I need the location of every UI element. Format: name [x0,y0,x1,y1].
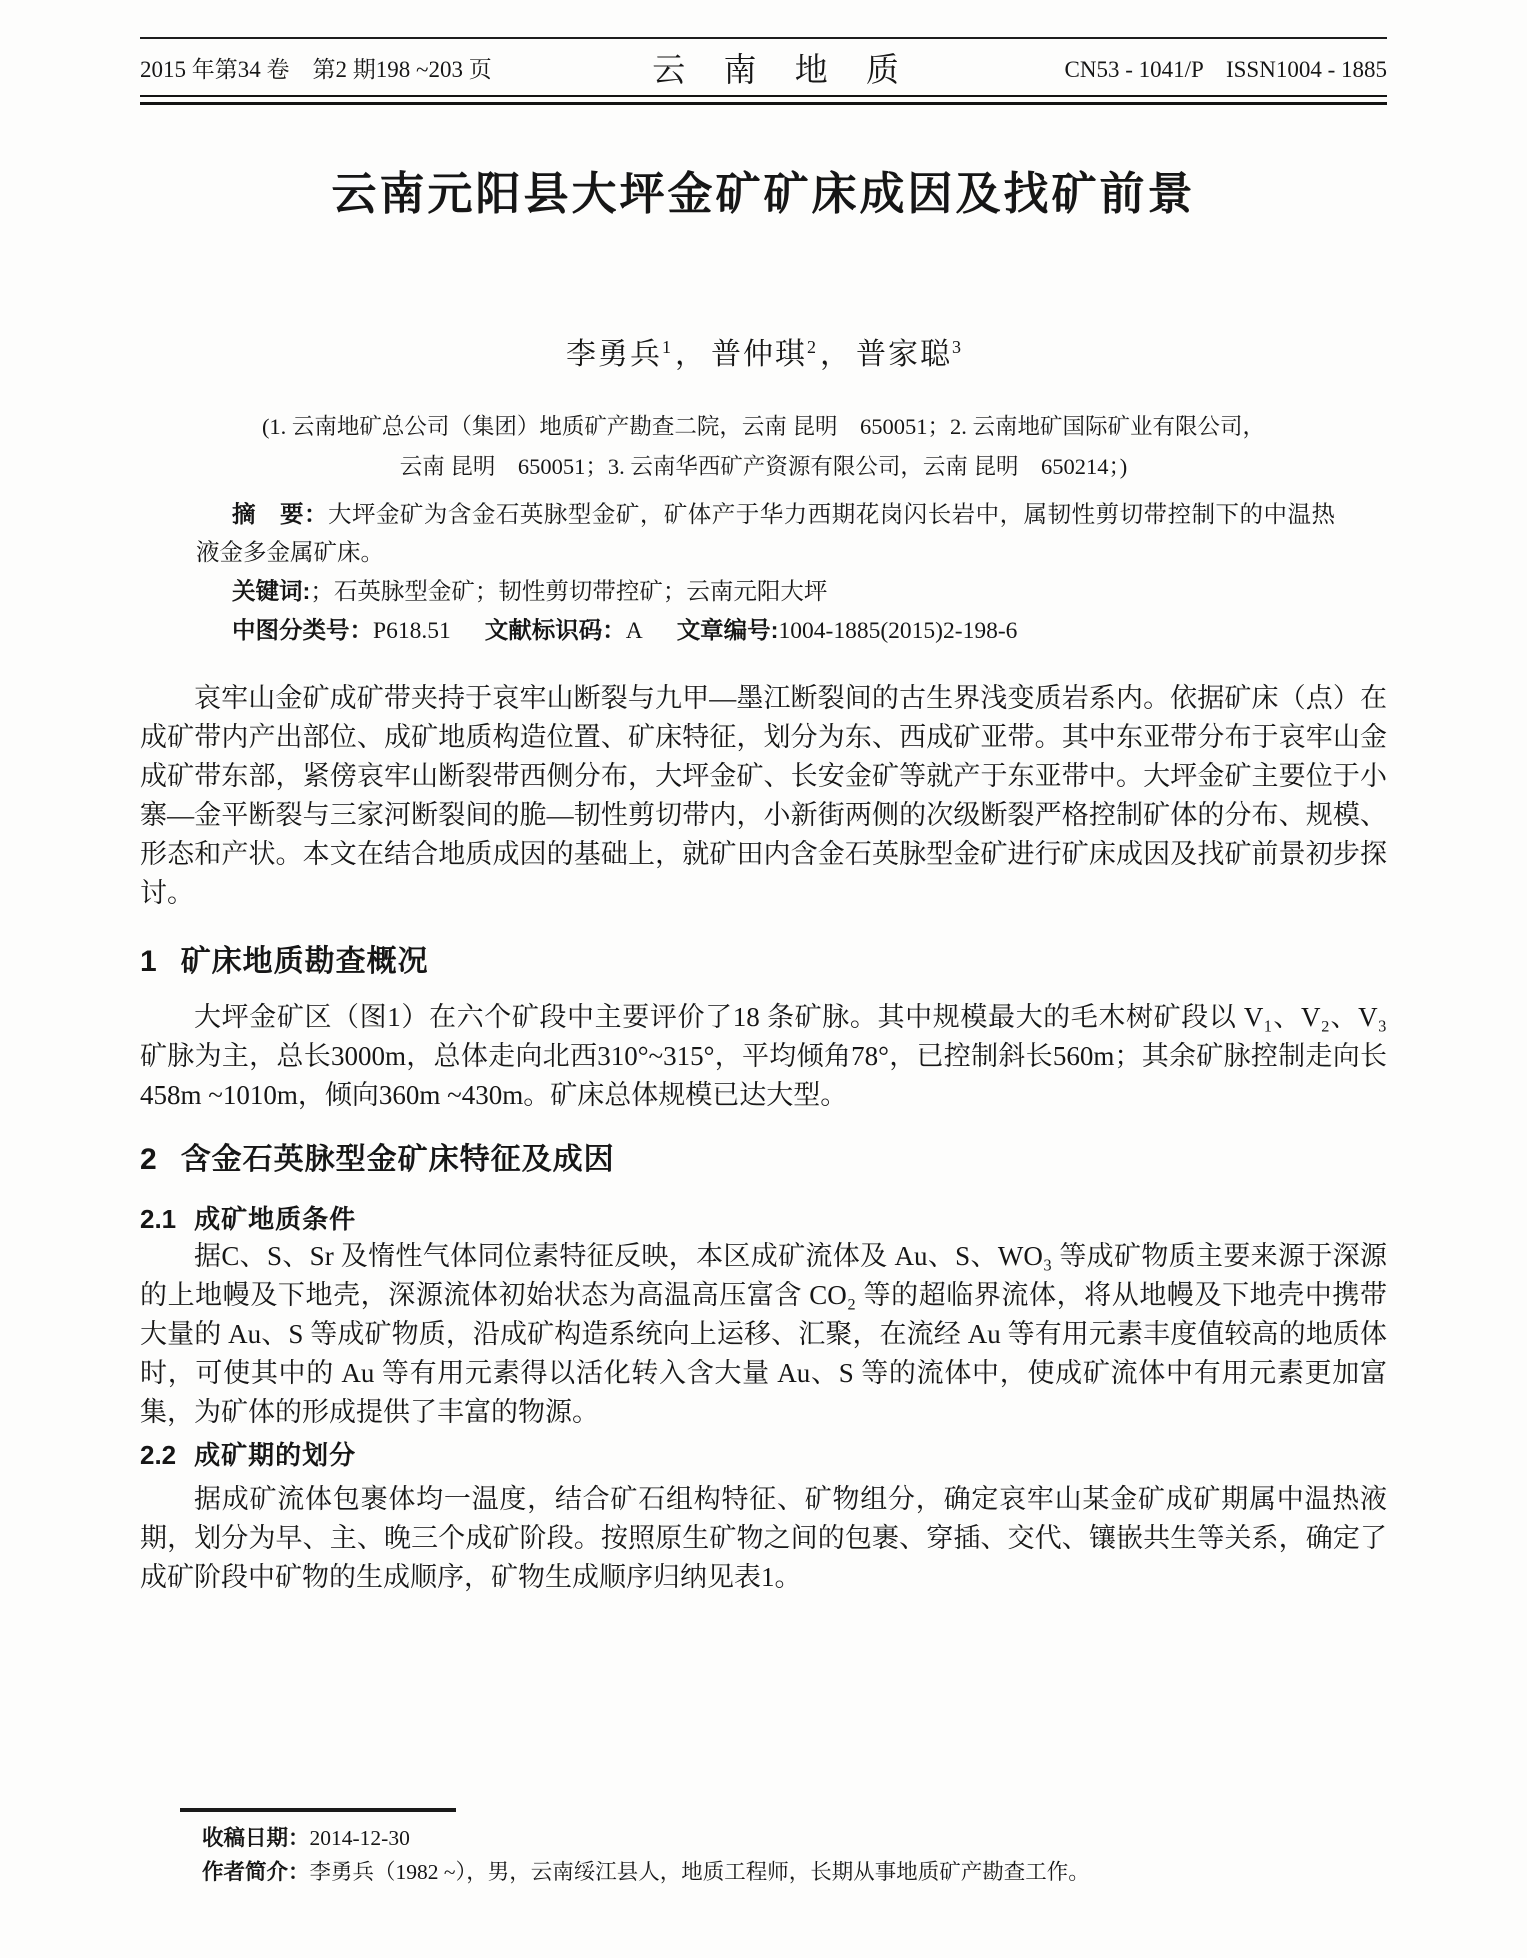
author-affiliation-marker: 3 [952,336,961,357]
author-name: 普仲琪$^2$ [711,336,816,371]
author-name: 李勇兵$^1$ [566,336,671,371]
abstract [196,495,1335,572]
received-date-line [140,1822,1387,1854]
affiliation-line: (1. 云南地矿总公司（集团）地质矿产勘查二院，云南 昆明 650051；2. 云南地矿国际矿业有限公司， [261,413,1266,439]
clc-label: 中图分类号： [232,616,373,643]
section-number: 2 [140,1142,157,1176]
received-date-label: 收稿日期： [202,1826,310,1850]
section-heading-2 [140,1141,1387,1179]
subsection-number: 2.1 [140,1203,177,1234]
article-id-value: 1004-1885(2015)2-198-6 [778,617,1018,644]
footnote-rule [180,1808,456,1812]
article-id-label: 文章编号: [676,616,779,643]
author-affiliation-marker: 2 [807,336,816,357]
subsection-number: 2.2 [140,1439,177,1470]
author-bio-line [140,1856,1387,1888]
keywords-text: ；石英脉型金矿；韧性剪切带控矿；云南元阳大坪 [310,578,828,605]
section-title: 含金石英脉型金矿床特征及成因 [180,1142,615,1176]
clc-value: P618.51 [373,617,451,644]
keywords-label: 关键词: [232,577,311,604]
article-title: 云南元阳县大坪金矿矿床成因及找矿前景 [331,168,1196,219]
affiliation-line: 云南 昆明 650051；3. 云南华西矿产资源有限公司，云南 昆明 650214；) [399,453,1128,479]
footnote-area [140,1808,1387,1888]
author-separator: ， [820,337,852,371]
author-bio-value: 李勇兵（1982 ~），男，云南绥江县人，地质工程师，长期从事地质矿产勘查工作。 [309,1860,1090,1884]
author-separator: ， [675,337,707,371]
author-bio-label: 作者简介： [202,1860,310,1884]
subsection-title: 成矿期的划分 [194,1439,357,1470]
affiliations [140,407,1387,487]
doc-code-value: A [625,617,643,644]
author-line [140,325,1387,377]
subsection-heading-2-1 [140,1201,1387,1237]
subsection-heading-2-2 [140,1437,1387,1473]
page-content [140,37,1387,1597]
author-name: 普家聪$^3$ [856,336,961,371]
section-title: 矿床地质勘查概况 [180,944,429,978]
subsection-title: 成矿地质条件 [194,1203,357,1234]
section-number: 1 [140,944,157,978]
meta-block [196,495,1335,650]
issue-info: 2015 年第34 卷 第2 期198 ~203 页 [140,56,492,82]
subsection-2-1-paragraph: 据C、S、Sr 及惰性气体同位素特征反映，本区成矿流体及 Au、S、WO₃ 等成矿物质主要来源于深源的上地幔及下地壳，深源流体初始状态为高温高压富含 CO₂ 等的超临界流体，将从地幔及下地壳中携带大量的 Au、S 等成矿物质，沿成矿构造系统向上运移、汇聚，在流经 Au 等有用元素丰度值较高的地质体时，可使其中的 Au 等有用元素得以活化转入含大量 Au、S 等的流体中，使成矿流体中有用元素更加富集，为矿体的形成提供了丰富的物源。 [140,1240,1387,1427]
abstract-text: 大坪金矿为含金石英脉型金矿，矿体产于华力西期花岗闪长岩中，属韧性剪切带控制下的中温热液金多金属矿床。 [196,501,1336,566]
doc-code-label: 文献标识码： [484,616,626,643]
received-date-value: 2014-12-30 [309,1826,410,1850]
intro-paragraph: 哀牢山金矿成矿带夹持于哀牢山断裂与九甲—墨江断裂间的古生界浅变质岩系内。依据矿床（点）在成矿带内产出部位、成矿地质构造位置、矿床特征，划分为东、西成矿亚带。其中东亚带分布于哀牢山金成矿带东部，紧傍哀牢山断裂带西侧分布，大坪金矿、长安金矿等就产于东亚带中。大坪金矿主要位于小寨—金平断裂与三家河断裂间的脆—韧性剪切带内，小新街两侧的次级断裂严格控制矿体的分布、规模、形态和产状。本文在结合地质成因的基础上，就矿田内含金石英脉型金矿进行矿床成因及找矿前景初步探讨。 [140,682,1387,908]
abstract-label: 摘 要： [232,500,328,527]
section-heading-1 [140,943,1387,981]
classification-line [196,611,1335,650]
keywords [196,572,1335,611]
journal-header [140,39,1387,95]
header-divider [140,95,1387,105]
author-affiliation-marker: 1 [662,336,671,357]
journal-name: 云 南 地 质 [652,52,914,89]
journal-codes: CN53 - 1041/P ISSN1004 - 1885 [1064,56,1387,82]
subsection-2-2-paragraph: 据成矿流体包裹体均一温度，结合矿石组构特征、矿物组分，确定哀牢山某金矿成矿期属中温热液期，划分为早、主、晚三个成矿阶段。按照原生矿物之间的包裹、穿插、交代、镶嵌共生等关系，确定了成矿阶段中矿物的生成顺序，矿物生成顺序归纳见表1。 [140,1483,1387,1592]
section-1-paragraph: 大坪金矿区（图1）在六个矿段中主要评价了18 条矿脉。其中规模最大的毛木树矿段以 V₁、V₂、V₃ 矿脉为主，总长3000m，总体走向北西310°~315°，平均倾角78°，已控制斜长560m；其余矿脉控制走向长458m ~1010m，倾向360m ~430m。矿床总体规模已达大型。 [140,1001,1387,1110]
